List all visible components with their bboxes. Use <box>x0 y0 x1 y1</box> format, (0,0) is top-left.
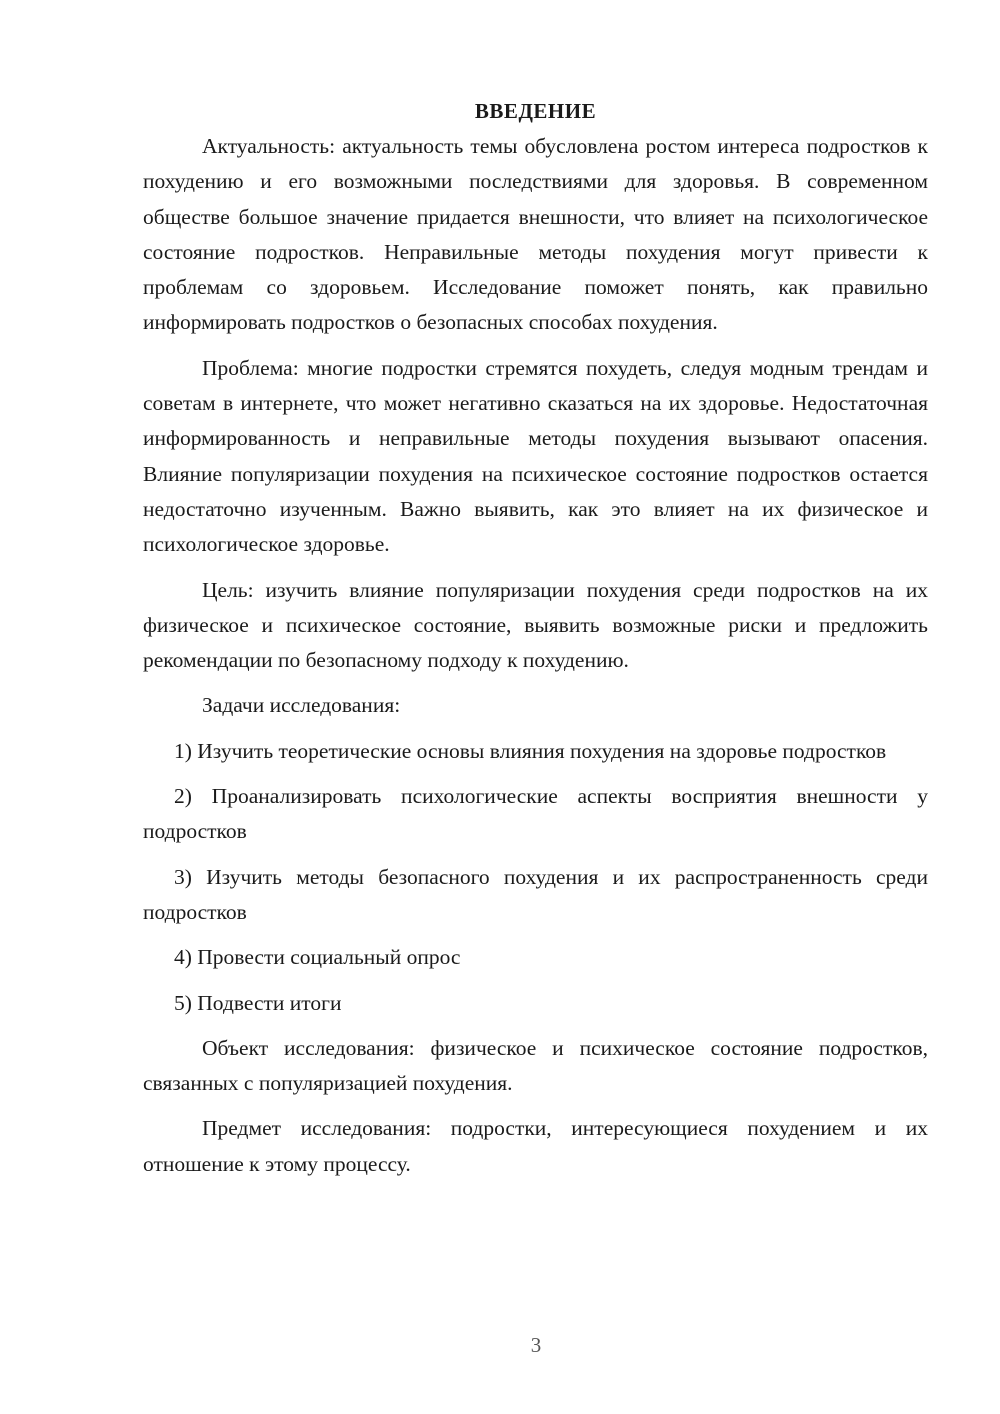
paragraph-object: Объект исследования: физическое и психическое состояние подростков, связанных с популяризацией похудения. <box>143 1035 928 1096</box>
paragraph-goal: Цель: изучить влияние популяризации похудения среди подростков на их физическое и психическое состояние, выявить возможные риски и предложить рекомендации по безопасному подходу к похудению. <box>143 577 928 673</box>
task-item-1: 1) Изучить теоретические основы влияния похудения на здоровье подростков <box>174 738 887 763</box>
task-item-4: 4) Провести социальный опрос <box>174 945 461 970</box>
paragraph-relevance: Актуальность: актуальность темы обусловлена ростом интереса подростков к похудению и его возможными последствиями для здоровья. В современном обществе большое значение придается внешности, что влияет на психологическое состояние подростков. Неправильные методы похудения могут привести к проблемам со здоровьем. Исследование поможет понять, как правильно информировать подростков о безопасных способах похудения. <box>143 134 928 335</box>
paragraph-problem: Проблема: многие подростки стремятся похудеть, следуя модным трендам и советам в интернете, что может негативно сказаться на их здоровье. Недостаточная информированность и неправильные методы похудения вызывают опасения. Влияние популяризации похудения на психическое состояние подростков остается недостаточно изученным. Важно выявить, как это влияет на их физическое и психологическое здоровье. <box>143 355 928 557</box>
task-item-5: 5) Подвести итоги <box>174 990 342 1015</box>
page-title: ВВЕДЕНИЕ <box>474 99 597 123</box>
task-item-3: 3) Изучить методы безопасного похудения и их распространенность среди подростков <box>143 864 928 924</box>
paragraph-tasks-heading: Задачи исследования: <box>202 693 401 718</box>
document-page <box>143 96 928 1182</box>
paragraph-subject: Предмет исследования: подростки, интересующиеся похудением и их отношение к этому процессу. <box>143 1116 928 1176</box>
page-number: 3 <box>530 1333 542 1357</box>
task-item-2: 2) Проанализировать психологические аспекты восприятия внешности у подростков <box>143 784 928 844</box>
